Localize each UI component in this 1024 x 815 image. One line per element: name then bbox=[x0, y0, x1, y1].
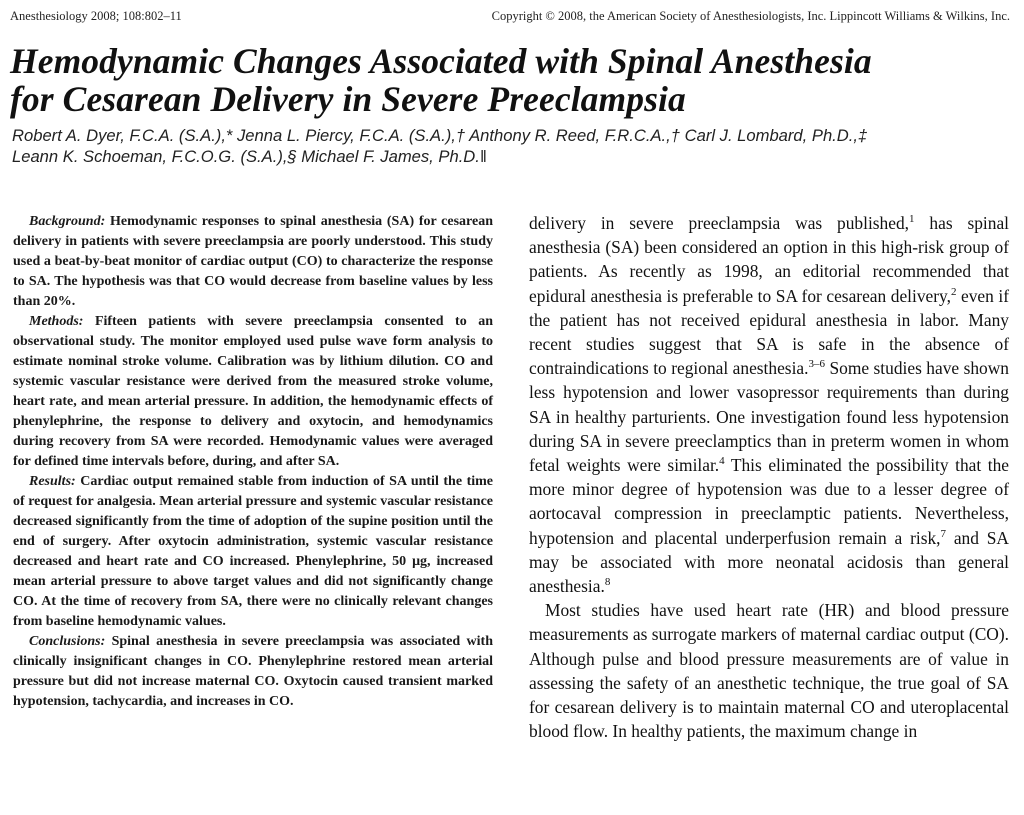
citation-8: 8 bbox=[604, 576, 611, 589]
body-text: Some studies have shown less hypotension and lower vasopressor requirements than during SA in healthy parturients. One investigation found less hypotension during SA in severe preeclamptics than in preterm women in whom fetal weights were similar. bbox=[529, 358, 1010, 476]
conclusions-text: Spinal anesthesia in severe preeclampsia was associated with clinically insignificant changes in CO. Phenylephrine restored mean arterial pressure but did not increase maternal CO. Oxytocin caused transient marked hypotension, tachycardia, and increases in CO. bbox=[13, 634, 494, 709]
body-text: even if the patient has not received epidural anesthesia in labor. Many recent studies suggest that SA is safe in the absence of contraindications to regional anesthesia. bbox=[529, 285, 1009, 379]
title-line-1: Hemodynamic Changes Associated with Spinal Anesthesia bbox=[10, 41, 872, 81]
methods-label: Methods: bbox=[29, 314, 84, 329]
results-text: Cardiac output remained stable from induction of SA until the time of request for analgesia. Mean arterial pressure and systemic vascular resistance decreased significantly from the time of adoption of the supine position until the end of surgery. After oxytocin administration, systemic vascular resistance decreased and heart rate and CO increased. Phenylephrine, 50 μg, increased mean arterial pressure to above target values and did not significantly change CO. At the time of recovery from SA, there were no clinically relevant changes from baseline hemodynamic values. bbox=[13, 474, 494, 629]
abstract bbox=[13, 212, 493, 712]
citation-2: 2 bbox=[950, 285, 957, 298]
body-paragraph-1 bbox=[529, 211, 1009, 598]
author-list bbox=[12, 125, 1012, 167]
copyright-notice: Copyright © 2008, the American Society of Anesthesiologists, Inc. Lippincott Williams & Wilkins, Inc. bbox=[491, 9, 1010, 23]
running-header bbox=[10, 9, 1010, 27]
body-text: and SA may be associated with more neonatal acidosis than general anesthesia. bbox=[529, 527, 1009, 597]
background-label: Background: bbox=[29, 214, 106, 229]
authors-line-2: Leann K. Schoeman, F.C.O.G. (S.A.),§ Michael F. James, Ph.D.‖ bbox=[12, 147, 487, 166]
body-paragraph-2: Most studies have used heart rate (HR) and blood pressure measurements as surrogate markers of maternal cardiac output (CO). Although pulse and blood pressure measurements are of value in assessing the safety of an anesthetic technique, the true goal of SA for cesarean delivery is to maintain maternal CO and uteroplacental blood flow. In healthy patients, the maximum change in bbox=[529, 600, 1009, 742]
citation-1: 1 bbox=[909, 213, 915, 226]
results-label: Results: bbox=[29, 474, 76, 489]
citation-3-6: 3–6 bbox=[808, 358, 825, 371]
citation-7: 7 bbox=[940, 527, 947, 540]
article-title bbox=[10, 42, 1010, 118]
title-line-2: for Cesarean Delivery in Severe Preeclampsia bbox=[10, 79, 686, 119]
abstract-methods bbox=[13, 312, 493, 472]
citation-4: 4 bbox=[719, 455, 725, 468]
body-text-column bbox=[529, 211, 1009, 743]
abstract-conclusions bbox=[13, 632, 493, 712]
authors-line-1: Robert A. Dyer, F.C.A. (S.A.),* Jenna L. Piercy, F.C.A. (S.A.),† Anthony R. Reed, F.R.C.A.,† Carl J. Lombard, Ph.D.,‡ bbox=[12, 126, 868, 145]
abstract-results bbox=[13, 472, 493, 632]
abstract-background bbox=[13, 212, 493, 312]
journal-reference: Anesthesiology 2008; 108:802–11 bbox=[10, 9, 182, 23]
body-text: delivery in severe preeclampsia was published, bbox=[529, 213, 910, 233]
conclusions-label: Conclusions: bbox=[29, 634, 106, 649]
body-text: This eliminated the possibility that the more minor degree of hypotension was due to a lesser degree of aortocaval compression in preeclamptic patients. Nevertheless, hypotension and placental underperfusion remain a risk, bbox=[529, 455, 1009, 548]
background-text: Hemodynamic responses to spinal anesthesia (SA) for cesarean delivery in patients with severe preeclampsia are poorly understood. This study used a beat-by-beat monitor of cardiac output (CO) to characterize the response to SA. The hypothesis was that CO would decrease from baseline values by less than 20%. bbox=[13, 214, 494, 309]
body-text: has spinal anesthesia (SA) been considered an option in this high-risk group of patients. As recently as 1998, an editorial recommended that epidural anesthesia is preferable to SA for cesarean delivery, bbox=[529, 213, 1009, 306]
methods-text: Fifteen patients with severe preeclampsia consented to an observational study. The monitor employed used pulse wave form analysis to estimate nominal stroke volume. Calibration was by lithium dilution. CO and systemic vascular resistance were derived from the measured stroke volume, heart rate, and mean arterial pressure. In addition, the hemodynamic effects of phenylephrine, the response to delivery and oxytocin, and hemodynamics during recovery from SA were recorded. Hemodynamic values were averaged for defined time intervals before, during, and after SA. bbox=[13, 314, 493, 469]
